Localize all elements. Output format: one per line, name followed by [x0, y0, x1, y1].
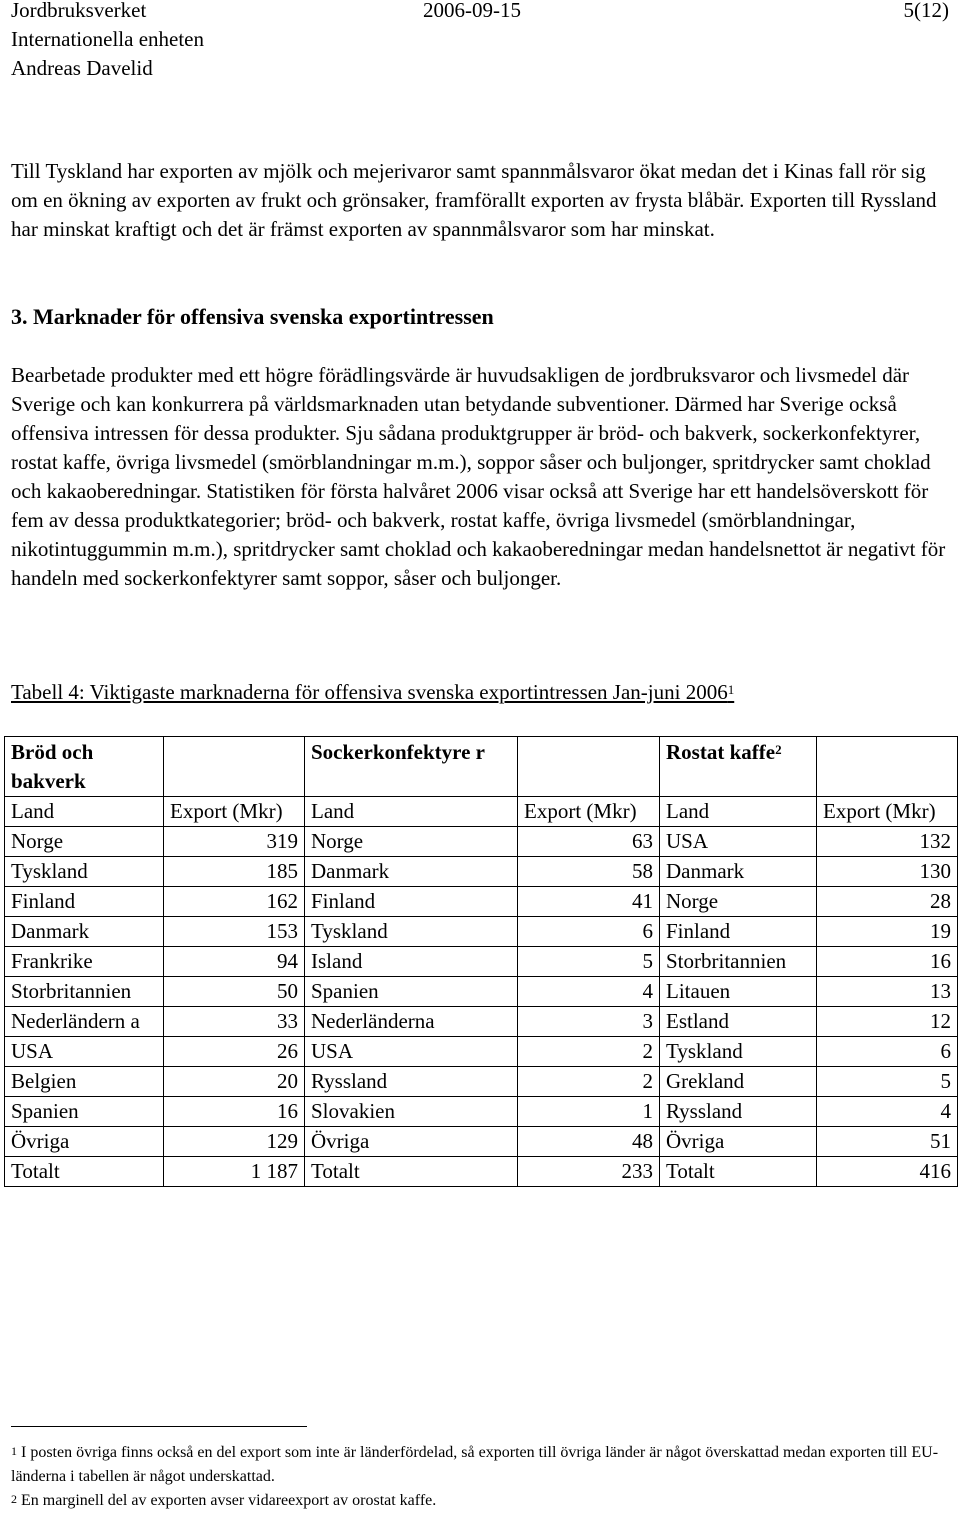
footnote-1-text: I posten övriga finns också en del export som inte är länderfördelad, så exporten till övriga länder är något överskattad medan exporten till EU-länderna i tabellen är något underskattad.: [11, 1444, 939, 1485]
table-group-header-row: [5, 737, 958, 797]
country-cell: Norge: [660, 887, 817, 917]
footnote-2: [11, 1489, 951, 1513]
country-cell: Danmark: [305, 857, 518, 887]
export-value-cell: 1: [518, 1097, 660, 1127]
export-value-cell: 153: [164, 917, 305, 947]
country-cell: Nederländern a: [5, 1007, 164, 1037]
column-header-land: Land: [5, 797, 164, 827]
export-value-cell: 5: [518, 947, 660, 977]
header-org: Jordbruksverket: [11, 0, 147, 22]
export-value-cell: 16: [817, 947, 958, 977]
footnote-2-ref: 2: [11, 1492, 17, 1506]
table-row: [5, 827, 958, 857]
export-value-cell: 1 187: [164, 1157, 305, 1187]
country-cell: Danmark: [660, 857, 817, 887]
export-value-cell: 4: [817, 1097, 958, 1127]
country-cell: Tyskland: [5, 857, 164, 887]
group-header-bread: Bröd och bakverk: [5, 737, 164, 797]
table-row: [5, 1157, 958, 1187]
export-value-cell: 2: [518, 1037, 660, 1067]
section-heading: 3. Marknader för offensiva svenska exportintressen: [11, 304, 494, 329]
country-cell: Frankrike: [5, 947, 164, 977]
table-row: [5, 887, 958, 917]
column-header-land: Land: [305, 797, 518, 827]
group-header-coffee: Rostat kaffe$^2$: [660, 737, 817, 797]
column-header-export: Export (Mkr): [518, 797, 660, 827]
export-value-cell: 132: [817, 827, 958, 857]
export-value-cell: 26: [164, 1037, 305, 1067]
export-value-cell: 12: [817, 1007, 958, 1037]
export-value-cell: 28: [817, 887, 958, 917]
footnote-1: [11, 1441, 951, 1489]
intro-paragraph: Till Tyskland har exporten av mjölk och mejerivaror samt spannmålsvaror ökat medan det i Kinas fall rör sig om en ökning av exporten av frukt och grönsaker, framförallt exporten av frysta blåbär. Exporten till Ryssland har minskat kraftigt och det är främst exporten av spannmålsvaror som har minskat.: [11, 159, 937, 241]
country-cell: Totalt: [660, 1157, 817, 1187]
country-cell: USA: [660, 827, 817, 857]
country-cell: Norge: [5, 827, 164, 857]
country-cell: USA: [5, 1037, 164, 1067]
group-header-bread-spacer: [164, 737, 305, 797]
export-value-cell: 16: [164, 1097, 305, 1127]
country-cell: Danmark: [5, 917, 164, 947]
export-value-cell: 129: [164, 1127, 305, 1157]
export-value-cell: 63: [518, 827, 660, 857]
export-value-cell: 233: [518, 1157, 660, 1187]
country-cell: Tyskland: [305, 917, 518, 947]
country-cell: Grekland: [660, 1067, 817, 1097]
export-value-cell: 50: [164, 977, 305, 1007]
export-value-cell: 2: [518, 1067, 660, 1097]
table-caption: [11, 678, 734, 707]
country-cell: Övriga: [660, 1127, 817, 1157]
country-cell: Tyskland: [660, 1037, 817, 1067]
country-cell: Ryssland: [305, 1067, 518, 1097]
export-value-cell: 4: [518, 977, 660, 1007]
header-date: 2006-09-15: [423, 0, 521, 22]
table-row: [5, 1007, 958, 1037]
table-row: [5, 1097, 958, 1127]
country-cell: Slovakien: [305, 1097, 518, 1127]
coffee-footnote-ref: 2: [775, 742, 782, 757]
table-row: [5, 1037, 958, 1067]
export-value-cell: 33: [164, 1007, 305, 1037]
country-cell: Finland: [5, 887, 164, 917]
country-cell: Spanien: [305, 977, 518, 1007]
export-value-cell: 94: [164, 947, 305, 977]
footnote-separator: [11, 1426, 307, 1427]
group-header-confectionery-spacer: [518, 737, 660, 797]
export-value-cell: 20: [164, 1067, 305, 1097]
export-value-cell: 416: [817, 1157, 958, 1187]
export-value-cell: 58: [518, 857, 660, 887]
export-value-cell: 5: [817, 1067, 958, 1097]
country-cell: Island: [305, 947, 518, 977]
footnote-2-text: En marginell del av exporten avser vidareexport av orostat kaffe.: [21, 1492, 437, 1509]
country-cell: Litauen: [660, 977, 817, 1007]
export-value-cell: 162: [164, 887, 305, 917]
table-row: [5, 977, 958, 1007]
column-header-land: Land: [660, 797, 817, 827]
table-row: [5, 917, 958, 947]
export-value-cell: 51: [817, 1127, 958, 1157]
country-cell: Belgien: [5, 1067, 164, 1097]
column-header-export: Export (Mkr): [164, 797, 305, 827]
country-cell: Storbritannien: [5, 977, 164, 1007]
country-cell: Övriga: [5, 1127, 164, 1157]
export-value-cell: 19: [817, 917, 958, 947]
column-header-export: Export (Mkr): [817, 797, 958, 827]
export-value-cell: 185: [164, 857, 305, 887]
table-row: [5, 857, 958, 887]
table-row: [5, 947, 958, 977]
country-cell: Spanien: [5, 1097, 164, 1127]
country-cell: USA: [305, 1037, 518, 1067]
country-cell: Finland: [305, 887, 518, 917]
country-cell: Nederländerna: [305, 1007, 518, 1037]
header-unit: Internationella enheten: [11, 27, 204, 51]
table-body: [5, 827, 958, 1187]
export-value-cell: 6: [817, 1037, 958, 1067]
table-row: [5, 1067, 958, 1097]
header-author: Andreas Davelid: [11, 56, 153, 80]
table-row: [5, 1127, 958, 1157]
group-header-coffee-spacer: [817, 737, 958, 797]
country-cell: Totalt: [305, 1157, 518, 1187]
table-caption-footnote-ref: 1: [727, 682, 735, 697]
group-header-confectionery: Sockerkonfektyre r: [305, 737, 518, 797]
footnote-1-ref: 1: [11, 1444, 17, 1458]
country-cell: Ryssland: [660, 1097, 817, 1127]
country-cell: Estland: [660, 1007, 817, 1037]
body-paragraph: Bearbetade produkter med ett högre förädlingsvärde är huvudsakligen de jordbruksvaror och livsmedel där Sverige och kan konkurrera på världsmarknaden utan betydande subventioner. Därmed har Sverige också offensiva intressen för dessa produkter. Sju sådana produktgrupper är bröd- och bakverk, sockerkonfektyrer, rostat kaffe, övriga livsmedel (smörblandningar m.m.), soppor såser och buljonger, spritdrycker samt choklad och kakaoberedningar. Statistiken för första halvåret 2006 visar också att Sverige har ett handelsöverskott för fem av dessa produktkategorier; bröd- och bakverk, rostat kaffe, övriga livsmedel (smörblandningar, nikotintuggummin m.m.), spritdrycker samt choklad och kakaoberedningar medan handelsnettot är negativt för handeln med sockerkonfektyrer samt soppor, såser och buljonger.: [11, 363, 946, 590]
country-cell: Övriga: [305, 1127, 518, 1157]
export-value-cell: 48: [518, 1127, 660, 1157]
header-page-number: 5(12): [903, 0, 949, 22]
table-caption-text: Tabell 4: Viktigaste marknaderna för offensiva svenska exportintressen Jan-juni 2006: [11, 680, 728, 704]
country-cell: Storbritannien: [660, 947, 817, 977]
export-value-cell: 41: [518, 887, 660, 917]
export-value-cell: 6: [518, 917, 660, 947]
country-cell: Totalt: [5, 1157, 164, 1187]
export-markets-table: [4, 736, 958, 1187]
country-cell: Norge: [305, 827, 518, 857]
export-value-cell: 130: [817, 857, 958, 887]
export-value-cell: 13: [817, 977, 958, 1007]
table-column-header-row: [5, 797, 958, 827]
export-value-cell: 3: [518, 1007, 660, 1037]
country-cell: Finland: [660, 917, 817, 947]
export-value-cell: 319: [164, 827, 305, 857]
